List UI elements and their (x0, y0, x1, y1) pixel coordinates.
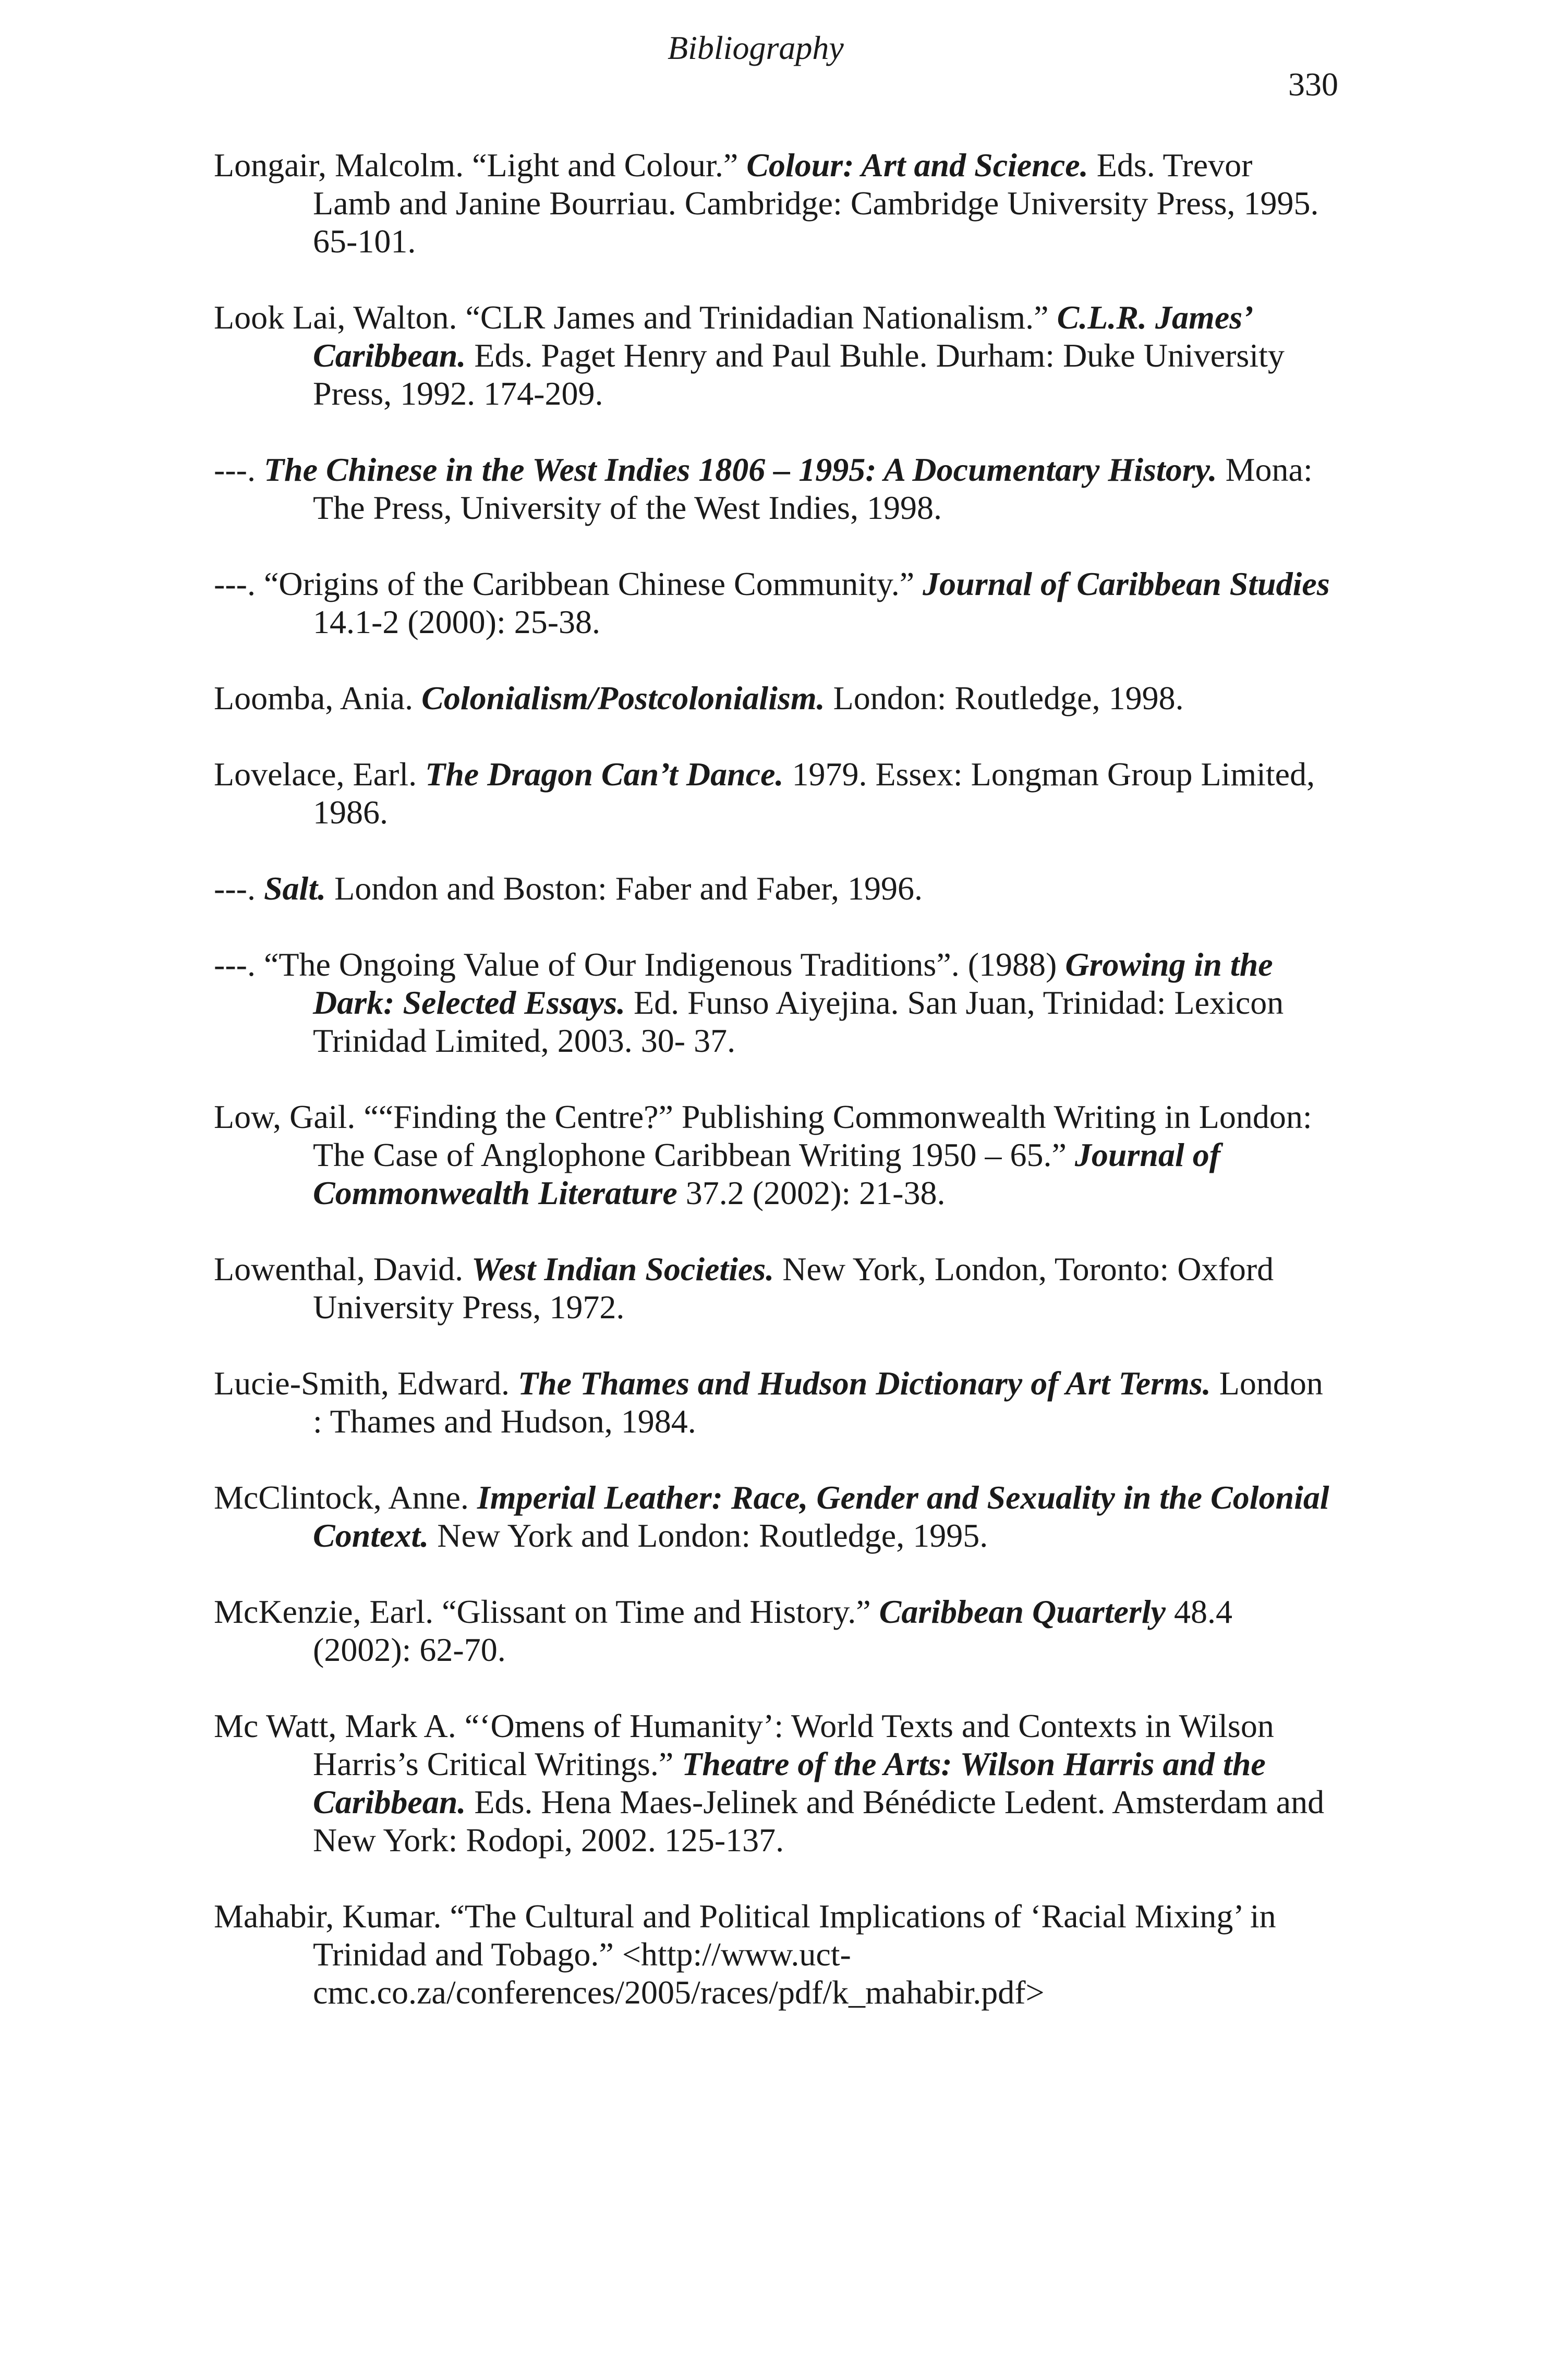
bibliography-list (214, 146, 1335, 2049)
entry-author: ---. (214, 451, 264, 488)
bibliography-entry (214, 679, 1335, 717)
entry-author: Loomba, Ania. (214, 679, 422, 717)
bibliography-entry (214, 755, 1335, 831)
entry-title: Colour: Art and Science. (746, 147, 1088, 184)
entry-details: Eds. Paget Henry and Paul Buhle. Durham: Duke University Press, 1992. 174-209. (313, 337, 1285, 412)
bibliography-entry (214, 451, 1335, 527)
bibliography-entry (214, 1364, 1335, 1440)
entry-author: Mahabir, Kumar. “The Cultural and Political Implications of ‘Racial Mixing’ in Trinidad and Tobago.” <http://www.uct-cmc.co.za/conferences/2005/races/pdf/k_mahabir.pdf> (214, 1898, 1276, 2011)
bibliography-entry (214, 945, 1335, 1060)
entry-details: London : Thames and Hudson, 1984. (313, 1365, 1323, 1440)
bibliography-entry (214, 146, 1335, 260)
entry-title: Colonialism/Postcolonialism. (421, 679, 825, 717)
bibliography-entry (214, 869, 1335, 907)
bibliography-entry (214, 1707, 1335, 1859)
page-number: 330 (1288, 66, 1338, 103)
entry-author: Lowenthal, David. (214, 1250, 472, 1288)
entry-author: ---. “Origins of the Caribbean Chinese Community.” (214, 565, 923, 602)
entry-author: Lovelace, Earl. (214, 756, 426, 793)
running-header: Bibliography (668, 29, 844, 66)
entry-details: 48.4 (2002): 62-70. (313, 1593, 1232, 1668)
entry-title: Imperial Leather: Race, Gender and Sexuality in the Colonial Context. (313, 1479, 1329, 1554)
entry-details: 1979. Essex: Longman Group Limited, 1986. (313, 756, 1315, 831)
entry-author: Longair, Malcolm. “Light and Colour.” (214, 147, 747, 184)
entry-details: Eds. Hena Maes-Jelinek and Bénédicte Ledent. Amsterdam and New York: Rodopi, 2002. 125-137. (313, 1783, 1325, 1859)
entry-details: 37.2 (2002): 21-38. (677, 1174, 946, 1211)
entry-details: London and Boston: Faber and Faber, 1996. (326, 870, 923, 907)
entry-title: Journal of Caribbean Studies (923, 565, 1330, 602)
entry-details: London: Routledge, 1998. (825, 679, 1184, 717)
entry-details: New York and London: Routledge, 1995. (429, 1517, 988, 1554)
entry-title: The Dragon Can’t Dance. (425, 756, 784, 793)
entry-title: The Chinese in the West Indies 1806 – 1995: A Documentary History. (263, 451, 1217, 488)
entry-title: Salt. (263, 870, 326, 907)
entry-author: McClintock, Anne. (214, 1479, 477, 1516)
entry-title: Caribbean Quarterly (879, 1593, 1166, 1630)
entry-author: ---. “The Ongoing Value of Our Indigenous Traditions”. (1988) (214, 946, 1065, 983)
bibliography-entry (214, 298, 1335, 412)
entry-title: Growing in the Dark: Selected Essays. (313, 946, 1273, 1021)
entry-author: Low, Gail. ““Finding the Centre?” Publishing Commonwealth Writing in London: The Case of Anglophone Caribbean Writing 1950 – 65.” (214, 1098, 1312, 1173)
bibliography-entry (214, 1593, 1335, 1669)
entry-author: Look Lai, Walton. “CLR James and Trinidadian Nationalism.” (214, 299, 1057, 336)
entry-title: West Indian Societies. (471, 1250, 774, 1288)
bibliography-entry (214, 1098, 1335, 1212)
entry-title: The Thames and Hudson Dictionary of Art Terms. (517, 1365, 1211, 1402)
entry-title: Journal of Commonwealth Literature (313, 1136, 1221, 1211)
bibliography-entry (214, 1478, 1335, 1555)
entry-details: 14.1-2 (2000): 25-38. (313, 603, 601, 640)
entry-details: Ed. Funso Aiyejina. San Juan, Trinidad: Lexicon Trinidad Limited, 2003. 30- 37. (313, 984, 1284, 1059)
bibliography-entry (214, 1250, 1335, 1326)
bibliography-entry (214, 565, 1335, 641)
entry-details: New York, London, Toronto: Oxford University Press, 1972. (313, 1250, 1274, 1326)
entry-details: Mona: The Press, University of the West Indies, 1998. (313, 451, 1313, 526)
entry-details: Eds. Trevor Lamb and Janine Bourriau. Cambridge: Cambridge University Press, 1995. 65-101. (313, 147, 1319, 260)
bibliography-entry (214, 1897, 1335, 2011)
entry-author: Lucie-Smith, Edward. (214, 1365, 518, 1402)
entry-author: McKenzie, Earl. “Glissant on Time and History.” (214, 1593, 879, 1630)
entry-author: ---. (214, 870, 264, 907)
entry-title: C.L.R. James’ Caribbean. (313, 299, 1251, 374)
entry-title: Theatre of the Arts: Wilson Harris and the Caribbean. (313, 1745, 1266, 1820)
entry-author: Mc Watt, Mark A. “‘Omens of Humanity’: World Texts and Contexts in Wilson Harris’s Critical Writings.” (214, 1707, 1274, 1782)
